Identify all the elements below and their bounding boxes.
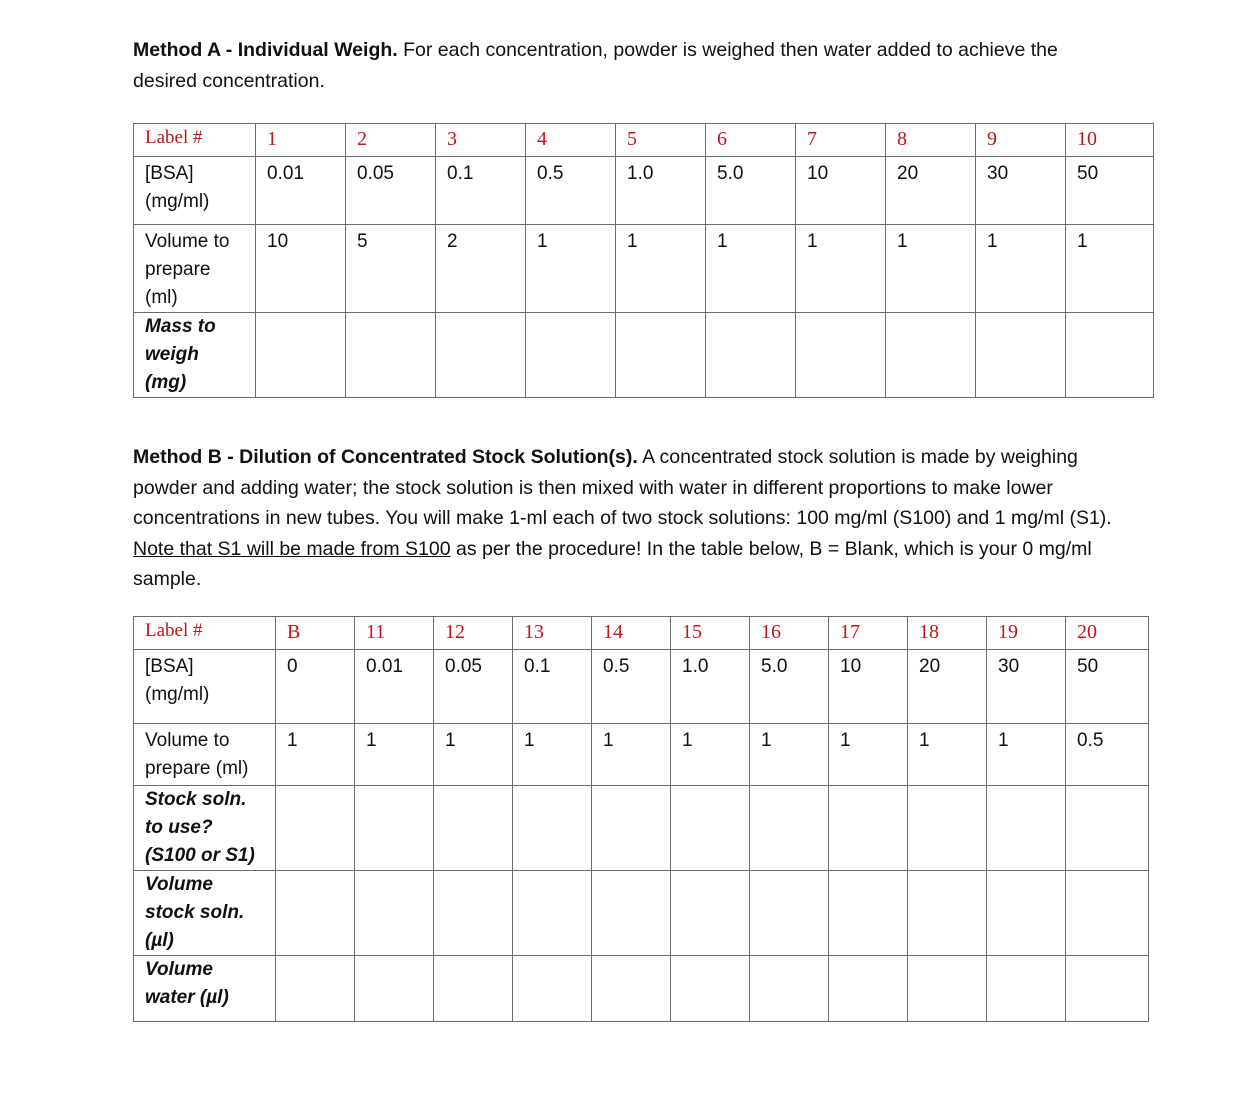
- table-b-label-cell: 11: [355, 617, 434, 650]
- table-a-bsa-cell: 0.1: [436, 157, 526, 225]
- bsa-header-line: (mg/ml): [145, 684, 210, 705]
- table-b-label-cell: 16: [750, 617, 829, 650]
- volume-header-line: Volume to: [145, 231, 230, 252]
- table-b-bsa-row: [134, 650, 1149, 724]
- method-b-heading: Method B - Dilution of Concentrated Stock Solution(s).: [133, 446, 638, 468]
- table-a-volume-cell: 1: [526, 225, 616, 313]
- table-b-bsa-cell: 1.0: [671, 650, 750, 724]
- table-a-label-cell: 5: [616, 124, 706, 157]
- method-b-text: A concentrated stock solution is made by weighing powder and adding water; the stock solution is then mixed with water in different proportions to make lower concentrations in new tubes. You will make 1-ml each of two stock solutions: 100 mg/ml (S100) and 1 mg/ml (S1).: [133, 446, 1112, 529]
- water-header-line: water (µl): [145, 987, 229, 1008]
- table-a-bsa-cell: 5.0: [706, 157, 796, 225]
- table-b-label-cell: 13: [513, 617, 592, 650]
- table-b-stock-cell[interactable]: [987, 786, 1066, 871]
- table-b-volume-header: [134, 724, 276, 786]
- table-a-bsa-cell: 0.01: [256, 157, 346, 225]
- table-b-water-cell[interactable]: [1066, 956, 1149, 1022]
- table-a-mass-row: [134, 313, 1154, 398]
- table-a-volume-cell: 1: [706, 225, 796, 313]
- method-a-table: [133, 123, 1154, 398]
- table-a-bsa-cell: 30: [976, 157, 1066, 225]
- table-a-volume-row: [134, 225, 1154, 313]
- table-b-volume-cell: 1: [829, 724, 908, 786]
- table-a-bsa-cell: 0.5: [526, 157, 616, 225]
- table-b-volume-stock-cell[interactable]: [434, 871, 513, 956]
- table-a-mass-cell[interactable]: [1066, 313, 1154, 398]
- table-a-bsa-cell: 10: [796, 157, 886, 225]
- table-b-stock-cell[interactable]: [276, 786, 355, 871]
- volume-header-line: Volume to: [145, 730, 230, 751]
- table-a-mass-cell[interactable]: [346, 313, 436, 398]
- table-b-bsa-cell: 0.05: [434, 650, 513, 724]
- table-a-volume-cell: 1: [976, 225, 1066, 313]
- table-b-volume-cell: 1: [671, 724, 750, 786]
- table-b-label-cell: 19: [987, 617, 1066, 650]
- table-a-label-cell: 9: [976, 124, 1066, 157]
- table-b-label-row: [134, 617, 1149, 650]
- table-b-volume-cell: 1: [276, 724, 355, 786]
- table-b-volume-cell: 1: [908, 724, 987, 786]
- table-b-volume-stock-cell[interactable]: [908, 871, 987, 956]
- table-a-mass-cell[interactable]: [256, 313, 346, 398]
- table-b-stock-cell[interactable]: [829, 786, 908, 871]
- table-b-bsa-cell: 0: [276, 650, 355, 724]
- table-a-label-cell: 2: [346, 124, 436, 157]
- table-b-volume-cell: 1: [513, 724, 592, 786]
- table-b-stock-cell[interactable]: [513, 786, 592, 871]
- table-a-label-cell: 10: [1066, 124, 1154, 157]
- table-b-label-cell: 15: [671, 617, 750, 650]
- volume-header-line: prepare: [145, 259, 211, 280]
- table-b-stock-cell[interactable]: [908, 786, 987, 871]
- method-b-table: [133, 616, 1149, 1022]
- table-a-volume-cell: 5: [346, 225, 436, 313]
- table-b-water-cell[interactable]: [671, 956, 750, 1022]
- stock-header-line: to use?: [145, 817, 213, 838]
- table-a-bsa-cell: 20: [886, 157, 976, 225]
- table-a-bsa-row: [134, 157, 1154, 225]
- mass-header-line: (mg): [145, 372, 187, 393]
- table-a-volume-cell: 1: [886, 225, 976, 313]
- table-b-volume-stock-cell[interactable]: [1066, 871, 1149, 956]
- table-b-bsa-cell: 0.5: [592, 650, 671, 724]
- table-b-bsa-cell: 0.01: [355, 650, 434, 724]
- method-a-text: For each concentration, powder is weighed then water added to achieve the desired concentration.: [133, 39, 1058, 92]
- table-b-stock-header: [134, 786, 276, 871]
- table-a-label-cell: 6: [706, 124, 796, 157]
- volume-stock-header-line: Volume: [145, 874, 213, 895]
- table-b-water-cell[interactable]: [829, 956, 908, 1022]
- table-a-bsa-cell: 1.0: [616, 157, 706, 225]
- method-b-underlined-note: Note that S1 will be made from S100: [133, 537, 451, 560]
- table-b-volume-stock-cell[interactable]: [671, 871, 750, 956]
- table-b-volume-stock-row: [134, 871, 1149, 956]
- bsa-header-line: (mg/ml): [145, 191, 210, 212]
- table-b-volume-stock-cell[interactable]: [592, 871, 671, 956]
- table-b-stock-cell[interactable]: [434, 786, 513, 871]
- table-b-water-cell[interactable]: [513, 956, 592, 1022]
- table-a-bsa-cell: 50: [1066, 157, 1154, 225]
- table-a-volume-cell: 1: [1066, 225, 1154, 313]
- table-a-mass-cell[interactable]: [976, 313, 1066, 398]
- volume-header-line: prepare (ml): [145, 758, 249, 779]
- table-b-label-cell: 20: [1066, 617, 1149, 650]
- table-a-label-cell: 8: [886, 124, 976, 157]
- table-a-volume-cell: 1: [616, 225, 706, 313]
- table-a-label-cell: 3: [436, 124, 526, 157]
- table-b-water-cell[interactable]: [434, 956, 513, 1022]
- table-b-label-cell: 17: [829, 617, 908, 650]
- table-b-stock-cell[interactable]: [750, 786, 829, 871]
- table-b-bsa-cell: 5.0: [750, 650, 829, 724]
- table-a-mass-header: [134, 313, 256, 398]
- table-b-volume-cell: 1: [434, 724, 513, 786]
- method-b-text: as per the procedure! In the table below, B = Blank, which is your 0 mg/ml sample.: [133, 537, 1092, 590]
- table-a-label-cell: 4: [526, 124, 616, 157]
- table-b-water-cell[interactable]: [276, 956, 355, 1022]
- method-a-paragraph: [133, 35, 1123, 96]
- table-b-label-cell: 14: [592, 617, 671, 650]
- table-b-volume-cell: 1: [987, 724, 1066, 786]
- table-a-bsa-cell: 0.05: [346, 157, 436, 225]
- stock-header-line: Stock soln.: [145, 789, 247, 810]
- table-b-volume-row: [134, 724, 1149, 786]
- table-b-volume-stock-cell[interactable]: [355, 871, 434, 956]
- table-a-label-row: [134, 124, 1154, 157]
- table-b-water-cell[interactable]: [750, 956, 829, 1022]
- volume-header-line: (ml): [145, 287, 178, 308]
- table-a-mass-cell[interactable]: [616, 313, 706, 398]
- table-b-water-cell[interactable]: [908, 956, 987, 1022]
- table-b-volume-cell: 0.5: [1066, 724, 1149, 786]
- table-b-water-cell[interactable]: [592, 956, 671, 1022]
- mass-header-line: weigh: [145, 344, 199, 365]
- table-b-label-header: Label #: [134, 617, 276, 650]
- method-a-heading: Method A - Individual Weigh.: [133, 39, 398, 61]
- table-b-stock-cell[interactable]: [355, 786, 434, 871]
- table-a-label-cell: 1: [256, 124, 346, 157]
- table-a-mass-cell[interactable]: [886, 313, 976, 398]
- table-b-stock-cell[interactable]: [1066, 786, 1149, 871]
- table-b-bsa-cell: 10: [829, 650, 908, 724]
- table-b-volume-stock-cell[interactable]: [276, 871, 355, 956]
- table-b-bsa-cell: 50: [1066, 650, 1149, 724]
- water-header-line: Volume: [145, 959, 213, 980]
- table-b-volume-stock-cell[interactable]: [750, 871, 829, 956]
- table-b-water-row: [134, 956, 1149, 1022]
- table-b-bsa-header: [134, 650, 276, 724]
- table-a-bsa-header: [134, 157, 256, 225]
- table-a-volume-cell: 2: [436, 225, 526, 313]
- table-b-volume-cell: 1: [592, 724, 671, 786]
- table-a-mass-cell[interactable]: [526, 313, 616, 398]
- table-b-volume-stock-cell[interactable]: [829, 871, 908, 956]
- table-b-label-cell: B: [276, 617, 355, 650]
- table-b-volume-cell: 1: [750, 724, 829, 786]
- table-a-mass-cell[interactable]: [796, 313, 886, 398]
- bsa-header-line: [BSA]: [145, 163, 194, 184]
- table-b-volume-stock-cell[interactable]: [987, 871, 1066, 956]
- table-b-label-cell: 18: [908, 617, 987, 650]
- volume-stock-header-line: (µl): [145, 930, 174, 951]
- table-a-volume-header: [134, 225, 256, 313]
- table-a-volume-cell: 1: [796, 225, 886, 313]
- method-b-paragraph: [133, 442, 1123, 595]
- table-b-volume-cell: 1: [355, 724, 434, 786]
- table-a-label-header: Label #: [134, 124, 256, 157]
- table-a-mass-cell[interactable]: [706, 313, 796, 398]
- table-b-stock-row: [134, 786, 1149, 871]
- table-b-stock-cell[interactable]: [671, 786, 750, 871]
- table-b-water-header: [134, 956, 276, 1022]
- table-b-volume-stock-header: [134, 871, 276, 956]
- table-b-stock-cell[interactable]: [592, 786, 671, 871]
- table-b-label-cell: 12: [434, 617, 513, 650]
- volume-stock-header-line: stock soln.: [145, 902, 245, 923]
- table-b-bsa-cell: 20: [908, 650, 987, 724]
- bsa-header-line: [BSA]: [145, 656, 194, 677]
- table-b-bsa-cell: 30: [987, 650, 1066, 724]
- stock-header-line: (S100 or S1): [145, 845, 255, 866]
- table-a-volume-cell: 10: [256, 225, 346, 313]
- mass-header-line: Mass to: [145, 316, 216, 337]
- table-b-volume-stock-cell[interactable]: [513, 871, 592, 956]
- table-b-bsa-cell: 0.1: [513, 650, 592, 724]
- table-b-water-cell[interactable]: [355, 956, 434, 1022]
- table-b-water-cell[interactable]: [987, 956, 1066, 1022]
- table-a-label-cell: 7: [796, 124, 886, 157]
- table-a-mass-cell[interactable]: [436, 313, 526, 398]
